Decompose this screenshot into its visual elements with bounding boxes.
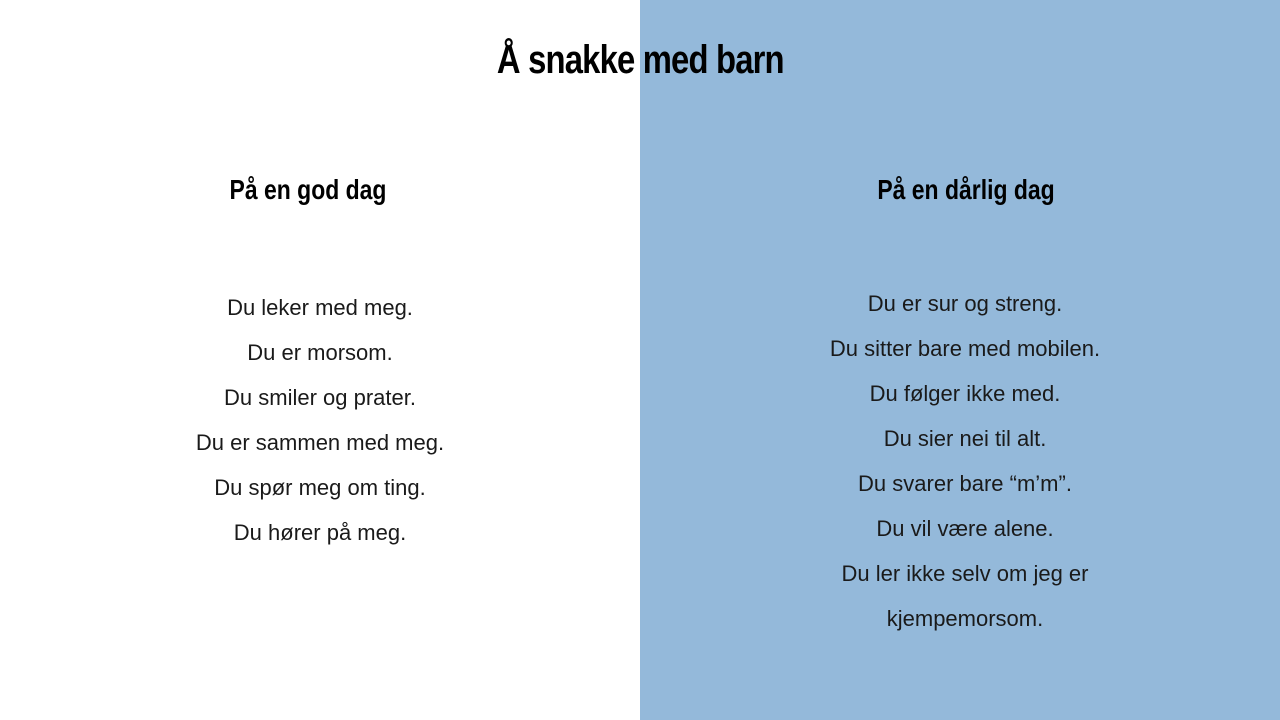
bad-day-line: Du ler ikke selv om jeg er xyxy=(841,561,1089,586)
good-day-line: Du leker med meg. xyxy=(227,295,413,320)
bad-day-heading: På en dårlig dag xyxy=(877,174,1055,205)
good-day-list xyxy=(70,285,570,555)
good-day-heading: På en god dag xyxy=(229,174,387,205)
good-day-line: Du er morsom. xyxy=(247,340,393,365)
good-day-line: Du er sammen med meg. xyxy=(195,430,445,455)
slide-title: Å snakke med barn xyxy=(496,38,784,82)
bad-day-line: Du sitter bare med mobilen. xyxy=(829,336,1101,361)
bad-day-line: Du følger ikke med. xyxy=(869,381,1061,406)
good-day-line: Du spør meg om ting. xyxy=(214,475,426,500)
bad-day-line: Du svarer bare “m’m”. xyxy=(858,471,1072,496)
bad-day-line: Du sier nei til alt. xyxy=(883,426,1047,451)
bad-day-list xyxy=(715,281,1215,641)
bad-day-line: Du er sur og streng. xyxy=(867,291,1063,316)
bad-day-line: kjempemorsom. xyxy=(886,606,1044,631)
bad-day-line: Du vil være alene. xyxy=(876,516,1054,541)
good-day-line: Du smiler og prater. xyxy=(224,385,416,410)
good-day-line: Du hører på meg. xyxy=(233,520,407,545)
